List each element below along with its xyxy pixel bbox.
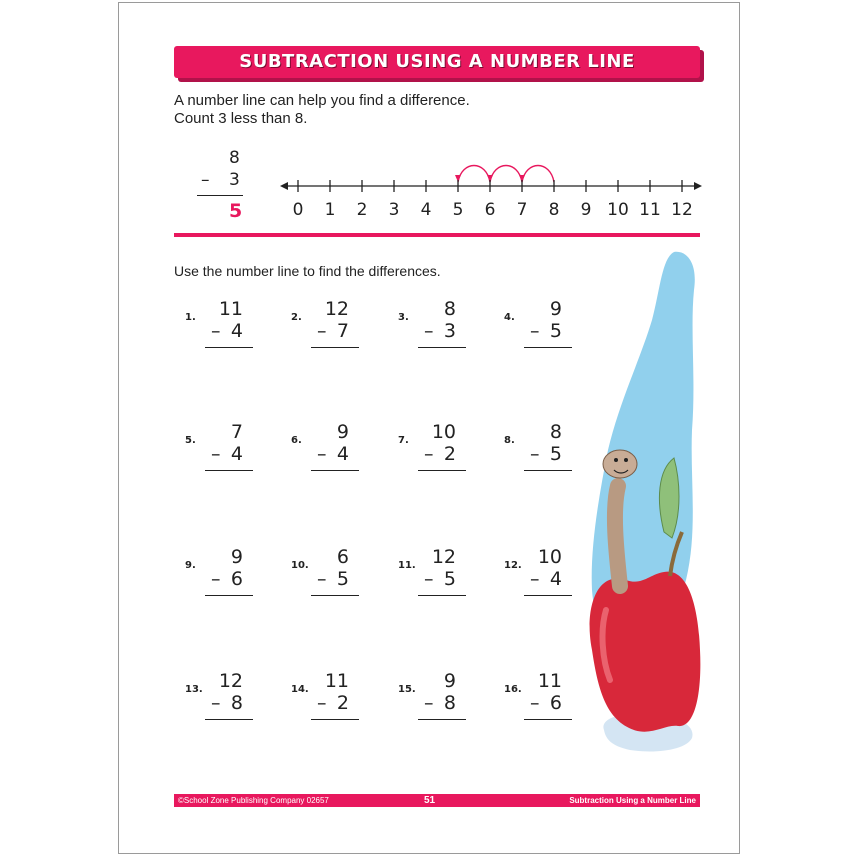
problem-number: 7.: [398, 435, 409, 446]
problem-item: [398, 670, 478, 730]
example-bottom-number: 3: [229, 170, 240, 190]
minus-sign: –: [317, 568, 327, 590]
answer-line[interactable]: [418, 470, 466, 471]
problem-item: [185, 670, 265, 730]
number-line-label: 5: [452, 200, 464, 220]
minus-sign: –: [424, 443, 434, 465]
minus-sign: –: [317, 443, 327, 465]
problem-minuend: 12: [431, 546, 456, 568]
answer-line[interactable]: [311, 347, 359, 348]
problem-minuend: 11: [537, 670, 562, 692]
problem-minuend: 9: [443, 670, 456, 692]
intro-line-2: Count 3 less than 8.: [174, 110, 308, 127]
number-line-label: 7: [516, 200, 528, 220]
minus-sign: –: [317, 320, 327, 342]
problem-minuend: 10: [537, 546, 562, 568]
section-name: Subtraction Using a Number Line: [569, 796, 696, 805]
hop-arc: [522, 166, 554, 183]
problem-minuend: 10: [431, 421, 456, 443]
number-line-label: 4: [420, 200, 432, 220]
minus-sign: –: [317, 692, 327, 714]
problem-subtrahend: 5: [549, 443, 562, 465]
answer-line[interactable]: [524, 719, 572, 720]
number-line-label: 12: [671, 200, 693, 220]
minus-sign: –: [211, 320, 221, 342]
answer-line[interactable]: [524, 595, 572, 596]
worm-in-apple-illustration: [586, 250, 704, 780]
title-banner: [174, 46, 700, 78]
problem-number: 15.: [398, 684, 416, 695]
problem-item: [504, 670, 584, 730]
answer-line[interactable]: [205, 595, 253, 596]
problem-minuend: 7: [230, 421, 243, 443]
problem-minuend: 12: [218, 670, 243, 692]
page-number: 51: [424, 795, 436, 806]
problem-subtrahend: 5: [549, 320, 562, 342]
minus-sign: –: [530, 443, 540, 465]
problem-subtrahend: 8: [443, 692, 456, 714]
minus-sign: –: [211, 443, 221, 465]
problem-subtrahend: 5: [443, 568, 456, 590]
worm-eye: [614, 458, 618, 462]
number-line-label: 10: [607, 200, 629, 220]
number-line-label: 1: [324, 200, 336, 220]
minus-sign: –: [530, 692, 540, 714]
problem-item: [291, 298, 371, 358]
problem-number: 5.: [185, 435, 196, 446]
problem-item: [504, 546, 584, 606]
number-line-label: 0: [292, 200, 304, 220]
example-minus-sign: –: [201, 170, 210, 190]
answer-line[interactable]: [524, 470, 572, 471]
hop-arc: [490, 166, 522, 183]
problem-number: 11.: [398, 560, 416, 571]
minus-sign: –: [424, 320, 434, 342]
problem-minuend: 9: [336, 421, 349, 443]
answer-line[interactable]: [524, 347, 572, 348]
hop-arc: [458, 166, 490, 183]
number-line-label: 3: [388, 200, 400, 220]
answer-line[interactable]: [311, 719, 359, 720]
section-divider: [174, 233, 700, 237]
number-line-label: 6: [484, 200, 496, 220]
problem-subtrahend: 2: [336, 692, 349, 714]
page-footer: [174, 794, 700, 807]
problem-minuend: 9: [230, 546, 243, 568]
problem-item: [185, 421, 265, 481]
answer-line[interactable]: [311, 595, 359, 596]
answer-line[interactable]: [418, 719, 466, 720]
problem-number: 4.: [504, 312, 515, 323]
problem-item: [185, 298, 265, 358]
problem-item: [398, 421, 478, 481]
problem-item: [504, 298, 584, 358]
problem-minuend: 12: [324, 298, 349, 320]
problem-subtrahend: 4: [336, 443, 349, 465]
answer-line[interactable]: [418, 595, 466, 596]
problem-subtrahend: 5: [336, 568, 349, 590]
minus-sign: –: [211, 568, 221, 590]
problem-item: [291, 421, 371, 481]
page-title: SUBTRACTION USING A NUMBER LINE: [239, 51, 635, 72]
problem-subtrahend: 8: [230, 692, 243, 714]
problem-item: [398, 546, 478, 606]
example-answer-line: [197, 195, 243, 196]
problem-number: 16.: [504, 684, 522, 695]
number-line-hops: [455, 166, 554, 183]
problem-minuend: 9: [549, 298, 562, 320]
number-line-label: 9: [580, 200, 592, 220]
problem-subtrahend: 3: [443, 320, 456, 342]
problem-number: 9.: [185, 560, 196, 571]
problem-subtrahend: 4: [230, 443, 243, 465]
number-line-label: 8: [548, 200, 560, 220]
problem-subtrahend: 2: [443, 443, 456, 465]
problem-minuend: 6: [336, 546, 349, 568]
number-line: [280, 160, 705, 222]
problem-number: 2.: [291, 312, 302, 323]
problem-subtrahend: 4: [549, 568, 562, 590]
minus-sign: –: [424, 692, 434, 714]
problem-item: [504, 421, 584, 481]
problem-number: 3.: [398, 312, 409, 323]
number-line-label: 2: [356, 200, 368, 220]
example-answer: 5: [229, 200, 243, 222]
minus-sign: –: [424, 568, 434, 590]
minus-sign: –: [530, 568, 540, 590]
problem-number: 13.: [185, 684, 203, 695]
problem-number: 6.: [291, 435, 302, 446]
problem-item: [291, 546, 371, 606]
problem-minuend: 8: [443, 298, 456, 320]
example-top-number: 8: [229, 148, 240, 168]
right-arrow-icon: [694, 182, 702, 190]
problem-item: [185, 546, 265, 606]
problem-number: 12.: [504, 560, 522, 571]
answer-line[interactable]: [311, 470, 359, 471]
problem-minuend: 11: [324, 670, 349, 692]
copyright-text: ©School Zone Publishing Company 02657: [178, 796, 329, 805]
problem-item: [291, 670, 371, 730]
problem-minuend: 11: [218, 298, 243, 320]
problem-subtrahend: 4: [230, 320, 243, 342]
left-arrow-icon: [280, 182, 288, 190]
answer-line[interactable]: [418, 347, 466, 348]
worm-body: [615, 486, 620, 586]
problem-minuend: 8: [549, 421, 562, 443]
minus-sign: –: [211, 692, 221, 714]
problem-number: 14.: [291, 684, 309, 695]
intro-line-1: A number line can help you find a difference.: [174, 92, 470, 109]
problem-subtrahend: 6: [230, 568, 243, 590]
problem-number: 8.: [504, 435, 515, 446]
problem-number: 1.: [185, 312, 196, 323]
answer-line[interactable]: [205, 470, 253, 471]
problem-subtrahend: 6: [549, 692, 562, 714]
problem-subtrahend: 7: [336, 320, 349, 342]
instructions: Use the number line to find the differences.: [174, 263, 441, 279]
answer-line[interactable]: [205, 719, 253, 720]
problem-number: 10.: [291, 560, 309, 571]
worm-eye: [624, 458, 628, 462]
answer-line[interactable]: [205, 347, 253, 348]
problem-item: [398, 298, 478, 358]
number-line-label: 11: [639, 200, 661, 220]
worm-head: [603, 450, 637, 478]
minus-sign: –: [530, 320, 540, 342]
